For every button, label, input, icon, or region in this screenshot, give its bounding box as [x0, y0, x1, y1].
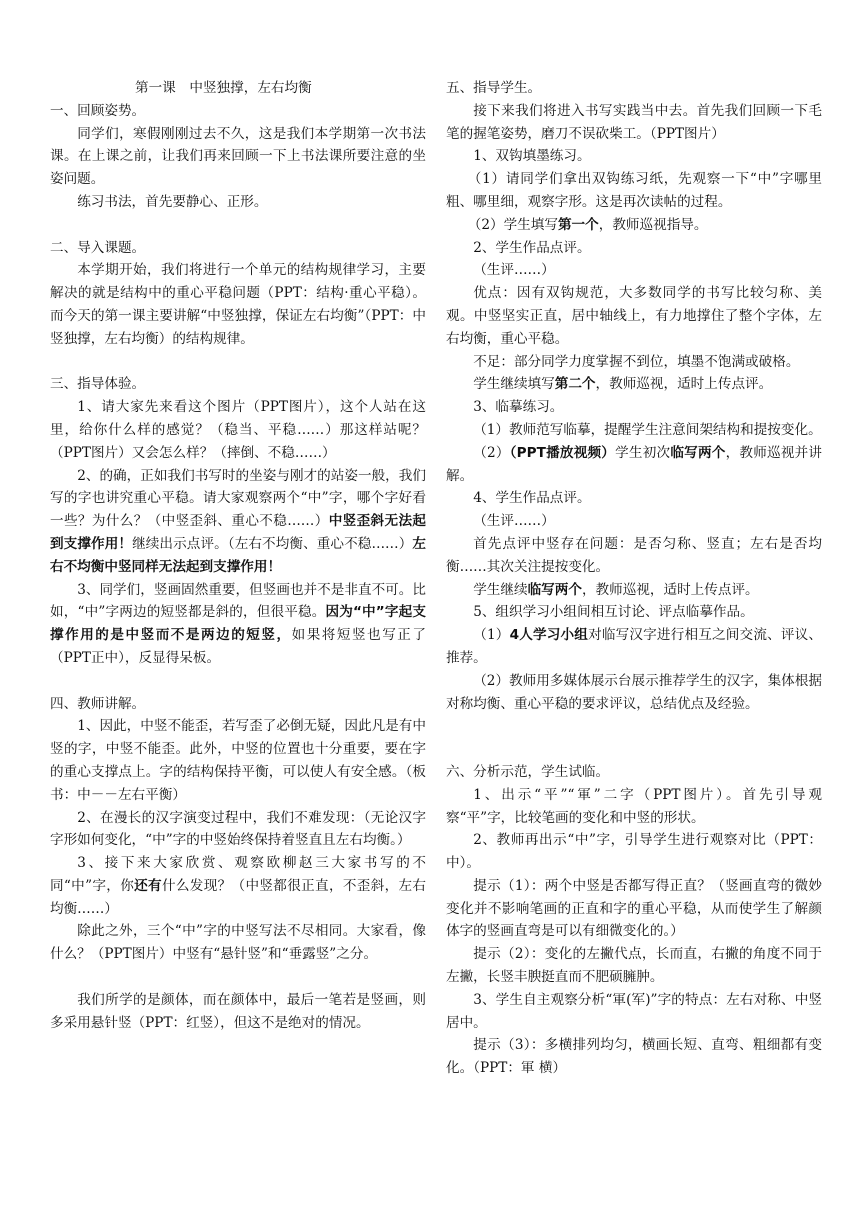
list-item: 5、组织学习小组间相互讨论、评点临摹作品。 — [473, 604, 754, 621]
paragraph: 提示（2）：变化的左撇代点，长而直，右撇的角度不同于左撇，长竖丰腴挺直而不肥硕臃肿。 — [446, 946, 822, 986]
section-4-heading: 四、教师讲解。 — [50, 695, 146, 712]
list-item: （2）学生填写第一个，教师巡视指导。 — [467, 216, 708, 233]
bold-text: 第一个 — [557, 216, 599, 233]
bold-text: 4人学习小组 — [509, 627, 589, 644]
bold-text: 左右不均衡中竖同样无法起到支撑作用！ — [50, 535, 427, 575]
paragraph: 提示（3）：多横排列均匀，横画长短、直弯、粗细都有变化。（PPT：軍 横） — [446, 1037, 822, 1077]
paragraph: 本学期开始，我们将进行一个单元的结构规律学习，主要解决的就是结构中的重心平稳问题（PPT：结构·重心平稳）。而今天的第一课主要讲解“中竖独撑，保证左右均衡”（PPT：中竖独撑，左右均衡）的结构规律。 — [50, 262, 426, 347]
list-item: 3、临摹练习。 — [473, 399, 564, 416]
list-item: （1）请同学们拿出双钩练习纸，先观察一下“中”字哪里粗、哪里细，观察字形。这是再次读帖的过程。 — [446, 171, 822, 210]
bold-text: （PPT播放视频） — [509, 444, 616, 461]
list-item: 2、学生作品点评。 — [473, 239, 591, 256]
bold-text: 因为“中”字起支撑作用的是中竖而不是两边的短竖， — [50, 604, 426, 644]
paragraph: 接下来我们将进入书写实践当中去。首先我们回顾一下毛笔的握笔姿势，磨刀不误砍柴工。（PPT图片） — [446, 102, 822, 142]
paragraph: 3、接下来大家欣赏、观察欧柳赵三大家书写的不同“中”字，你还有什么发现？（中竖都很正直，不歪斜，左右均衡……） — [50, 855, 427, 917]
paragraph: 首先点评中竖存在问题：是否匀称、竖直；左右是否均衡……其次关注提按变化。 — [446, 535, 822, 575]
paragraph: 1、请大家先来看这个图片（PPT图片），这个人站在这里，给你什么样的感觉？（稳当、平稳……）那这样站呢？（PPT图片）又会怎么样？（摔倒、不稳……） — [50, 399, 426, 461]
paragraph: 1、出示“平”“軍”二字（PPT图片）。首先引导观察“平”字，比较笔画的变化和中竖的形状。 — [446, 786, 822, 826]
list-item: （生评……） — [473, 513, 555, 530]
list-item: （2）（PPT播放视频）学生初次临写两个，教师巡视并讲解。 — [446, 444, 823, 484]
list-item: （2）教师用多媒体展示台展示推荐学生的汉字，集体根据对称均衡、重心平稳的要求评议，总结优点及经验。 — [446, 672, 822, 712]
paragraph: 3、同学们，竖画固然重要，但竖画也并不是非直不可。比如，“中”字两边的短竖都是斜的，但很平稳。因为“中”字起支撑作用的是中竖而不是两边的短竖，如果将短竖也写正了（PPT正中），反显得呆板。 — [50, 581, 427, 666]
paragraph: 优点：因有双钩规范，大多数同学的书写比较匀称、美观。中竖坚实正直，居中轴线上，有力地撑住了整个字体，左右均衡，重心平稳。 — [446, 285, 822, 347]
bold-text: 第二个 — [554, 376, 596, 393]
paragraph: 我们所学的是颜体，而在颜体中，最后一笔若是竖画，则多采用悬针竖（PPT：红竖），但这不是绝对的情况。 — [50, 991, 426, 1031]
paragraph: 除此之外，三个“中”字的中竖写法不尽相同。大家看，像什么？（PPT图片）中竖有“悬针竖”和“垂露竖”之分。 — [50, 923, 426, 963]
bold-text: 还有 — [134, 877, 162, 894]
paragraph: 不足：部分同学力度掌握不到位，填墨不饱满或破格。 — [473, 353, 800, 370]
right-column — [446, 77, 822, 1080]
paragraph: 练习书法，首先要静心、正形。 — [77, 193, 268, 210]
bold-text: 临写两个 — [527, 581, 582, 598]
bold-text: 中竖歪斜无法起到支撑作用！ — [50, 513, 427, 552]
section-6-heading: 六、分析示范，学生试临。 — [446, 763, 610, 780]
section-5-heading: 五、指导学生。 — [446, 80, 542, 96]
paragraph: 3、学生自主观察分析“軍(军)”字的特点：左右对称、中竖居中。 — [446, 991, 822, 1031]
paragraph: 同学们，寒假刚刚过去不久，这是我们本学期第一次书法课。在上课之前，让我们再来回顾一下上书法课所要注意的坐姿问题。 — [50, 125, 426, 188]
section-3-heading: 三、指导体验。 — [50, 376, 146, 393]
paragraph: 学生继续填写第二个，教师巡视，适时上传点评。 — [473, 376, 773, 393]
paragraph: 1、因此，中竖不能歪，若写歪了必倒无疑，因此凡是有中竖的字，中竖不能歪。此外，中竖的位置也十分重要，要在字的重心支撑点上。字的结构保持平衡，可以使人有安全感。（板书：中－－左右平衡） — [50, 718, 426, 803]
section-2-heading: 二、导入课题。 — [50, 239, 146, 256]
left-column — [50, 77, 426, 1034]
paragraph: 2、教师再出示“中”字，引导学生进行观察对比（PPT：中）。 — [446, 832, 822, 872]
list-item: （1）4人学习小组对临写汉字进行相互之间交流、评议、推荐。 — [446, 627, 822, 666]
bold-text: 临写两个 — [670, 444, 726, 461]
paragraph: 提示（1）：两个中竖是否都写得正直？（竖画直弯的微妙变化并不影响笔画的正直和字的重心平稳，从而使学生了解颜体字的竖画直弯是可以有细微变化的。） — [446, 877, 822, 940]
lesson-title: 第一课 中竖独撑，左右均衡 — [135, 80, 312, 96]
paragraph: 2、在漫长的汉字演变过程中，我们不难发现：（无论汉字字形如何变化，“中”字的中竖始终保持着竖直且左右均衡。） — [50, 809, 426, 849]
list-item: 1、双钩填墨练习。 — [473, 148, 591, 165]
list-item: （1）教师范写临摹，提醒学生注意间架结构和提按变化。 — [473, 421, 822, 438]
paragraph: 学生继续临写两个，教师巡视，适时上传点评。 — [473, 581, 759, 598]
list-item: 4、学生作品点评。 — [473, 490, 591, 507]
paragraph: 2、的确，正如我们书写时的坐姿与刚才的站姿一般，我们写的字也讲究重心平稳。请大家观察两个“中”字，哪个字好看一些？为什么？（中竖歪斜、重心不稳……）中竖歪斜无法起到支撑作用！继续出示点评。（左右不均衡、重心不稳……）左右不均衡中竖同样无法起到支撑作用！ — [50, 467, 427, 575]
list-item: （生评……） — [473, 262, 555, 279]
section-1-heading: 一、回顾姿势。 — [50, 102, 146, 119]
